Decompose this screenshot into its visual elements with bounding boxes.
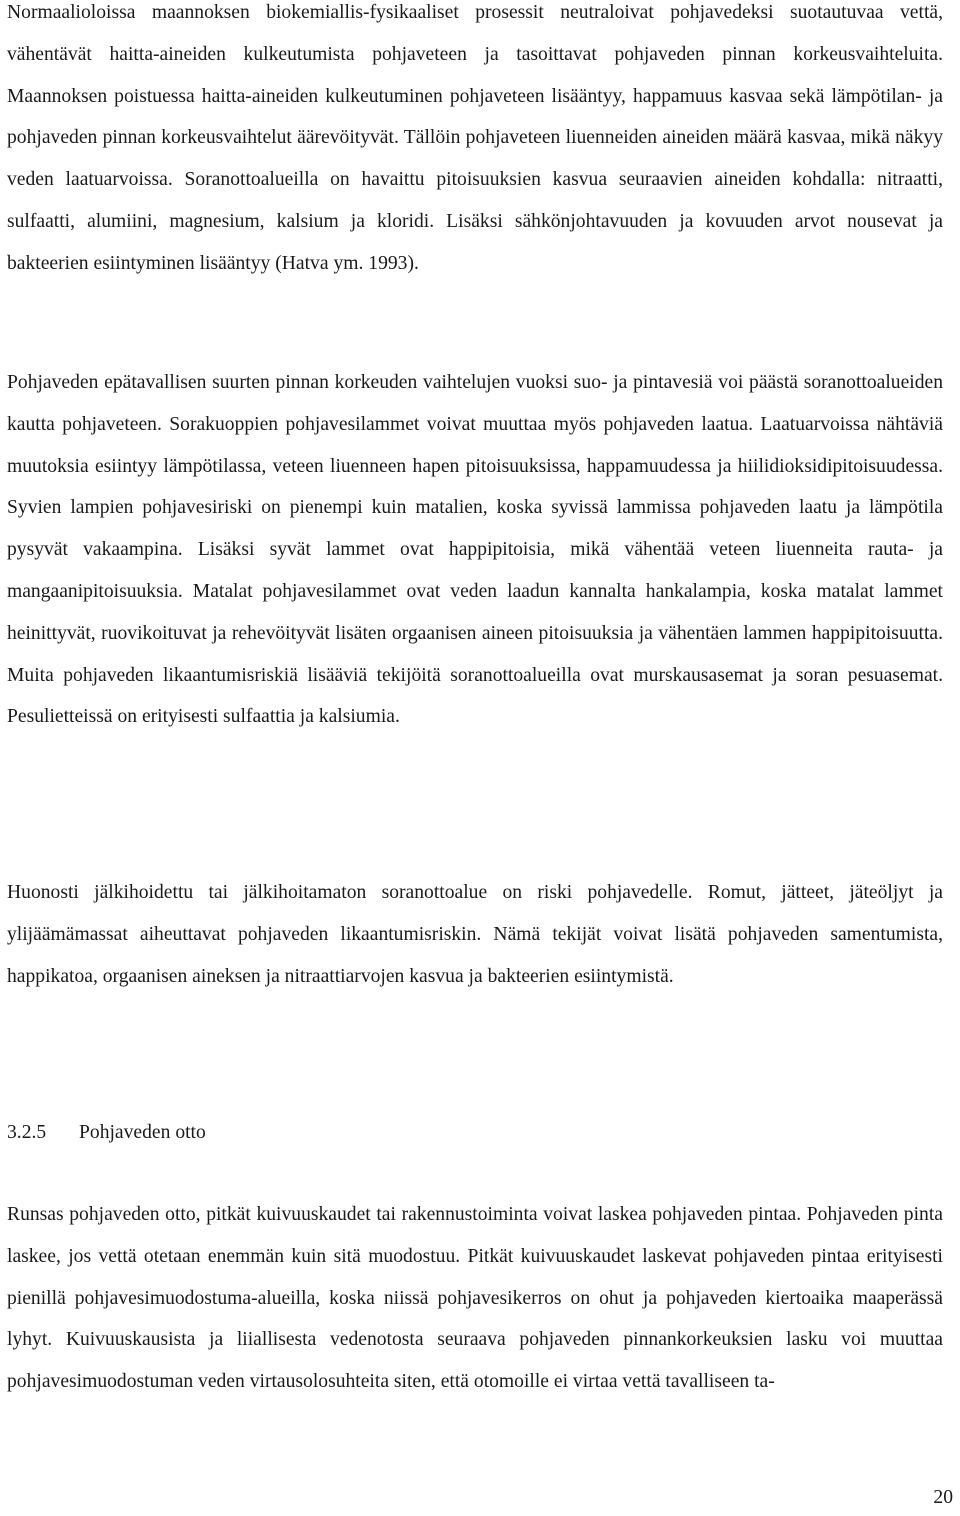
section-number: 3.2.5: [7, 1122, 47, 1143]
paragraph-groundwater-withdrawal: Runsas pohjaveden otto, pitkät kuivuuskaudet tai rakennustoiminta voivat laskea pohjaveden pintaa. Pohjaveden pinta laskee, jos vettä otetaan enemmän kuin sitä muodostuu. Pitkät kuivuuskaudet laskevat pohjaveden pintaa erityisesti pienillä pohjavesimuodostuma-alueilla, koska niissä pohjavesikerros on ohut ja pohjaveden kiertoaika maaperässä lyhyt. Kuivuuskausista ja liiallisesta vedenotosta seuraava pohjaveden pinnankorkeuksien lasku voi muuttaa pohjavesimuodostuman veden virtausolosuhteita siten, että otomoille ei virtaa vettä tavalliseen ta-: [7, 1204, 943, 1393]
page-number: 20: [933, 1487, 953, 1508]
paragraph-groundwater-chemistry: Normaalioloissa maannoksen biokemiallis-fysikaaliset prosessit neutraloivat pohjavedeksi suotautuvaa vettä, vähentävät haitta-aineiden kulkeutumista pohjaveteen ja tasoittavat pohjaveden pinnan korkeusvaihteluita. Maannoksen poistuessa haitta-aineiden kulkeutuminen pohjaveteen lisääntyy, happamuus kasvaa sekä lämpötilan- ja pohjaveden pinnan korkeusvaihtelut äärevöityvät. Tällöin pohjaveteen liuenneiden aineiden määrä kasvaa, mikä näkyy veden laatuarvoissa. Soranottoalueilla on havaittu pitoisuuksien kasvua seuraavien aineiden kohdalla: nitraatti, sulfaatti, alumiini, magnesium, kalsium ja kloridi. Lisäksi sähkönjohtavuuden ja kovuuden arvot nousevat ja bakteerien esiintyminen lisääntyy (Hatva ym. 1993).: [7, 2, 943, 274]
section-heading: [7, 1112, 206, 1154]
section-title: Pohjaveden otto: [79, 1122, 206, 1143]
paragraph-aftercare-risk: Huonosti jälkihoidettu tai jälkihoitamaton soranottoalue on riski pohjavedelle. Romut, jätteet, jäteöljyt ja ylijäämämassat aiheuttavat pohjaveden likaantumisriskin. Nämä tekijät voivat lisätä pohjaveden samentumista, happikatoa, orgaanisen aineksen ja nitraattiarvojen kasvua ja bakteerien esiintymistä.: [7, 882, 943, 987]
paragraph-groundwater-ponds: Pohjaveden epätavallisen suurten pinnan korkeuden vaihtelujen vuoksi suo- ja pintavesiä voi päästä soranottoalueiden kautta pohjaveteen. Sorakuoppien pohjavesilammet voivat muuttaa myös pohjaveden laatua. Laatuarvoissa nähtäviä muutoksia esiintyy lämpötilassa, veteen liuenneen hapen pitoisuuksissa, happamuudessa ja hiilidioksidipitoisuudessa. Syvien lampien pohjavesiriski on pienempi kuin matalien, koska syvissä lammissa pohjaveden laatu ja lämpötila pysyvät vakaampina. Lisäksi syvät lammet ovat happipitoisia, mikä vähentää veteen liuenneita rauta- ja mangaanipitoisuuksia. Matalat pohjavesilammet ovat veden laadun kannalta hankalampia, koska matalat lammet heinittyvät, ruovikoituvat ja rehevöityvät lisäten orgaanisen aineen pitoisuuksia ja vähentäen lammen happipitoisuutta. Muita pohjaveden likaantumisriskiä lisääviä tekijöitä soranottoalueilla ovat murskausasemat ja soran pesuasemat. Pesulietteissä on erityisesti sulfaattia ja kalsiumia.: [7, 372, 943, 728]
